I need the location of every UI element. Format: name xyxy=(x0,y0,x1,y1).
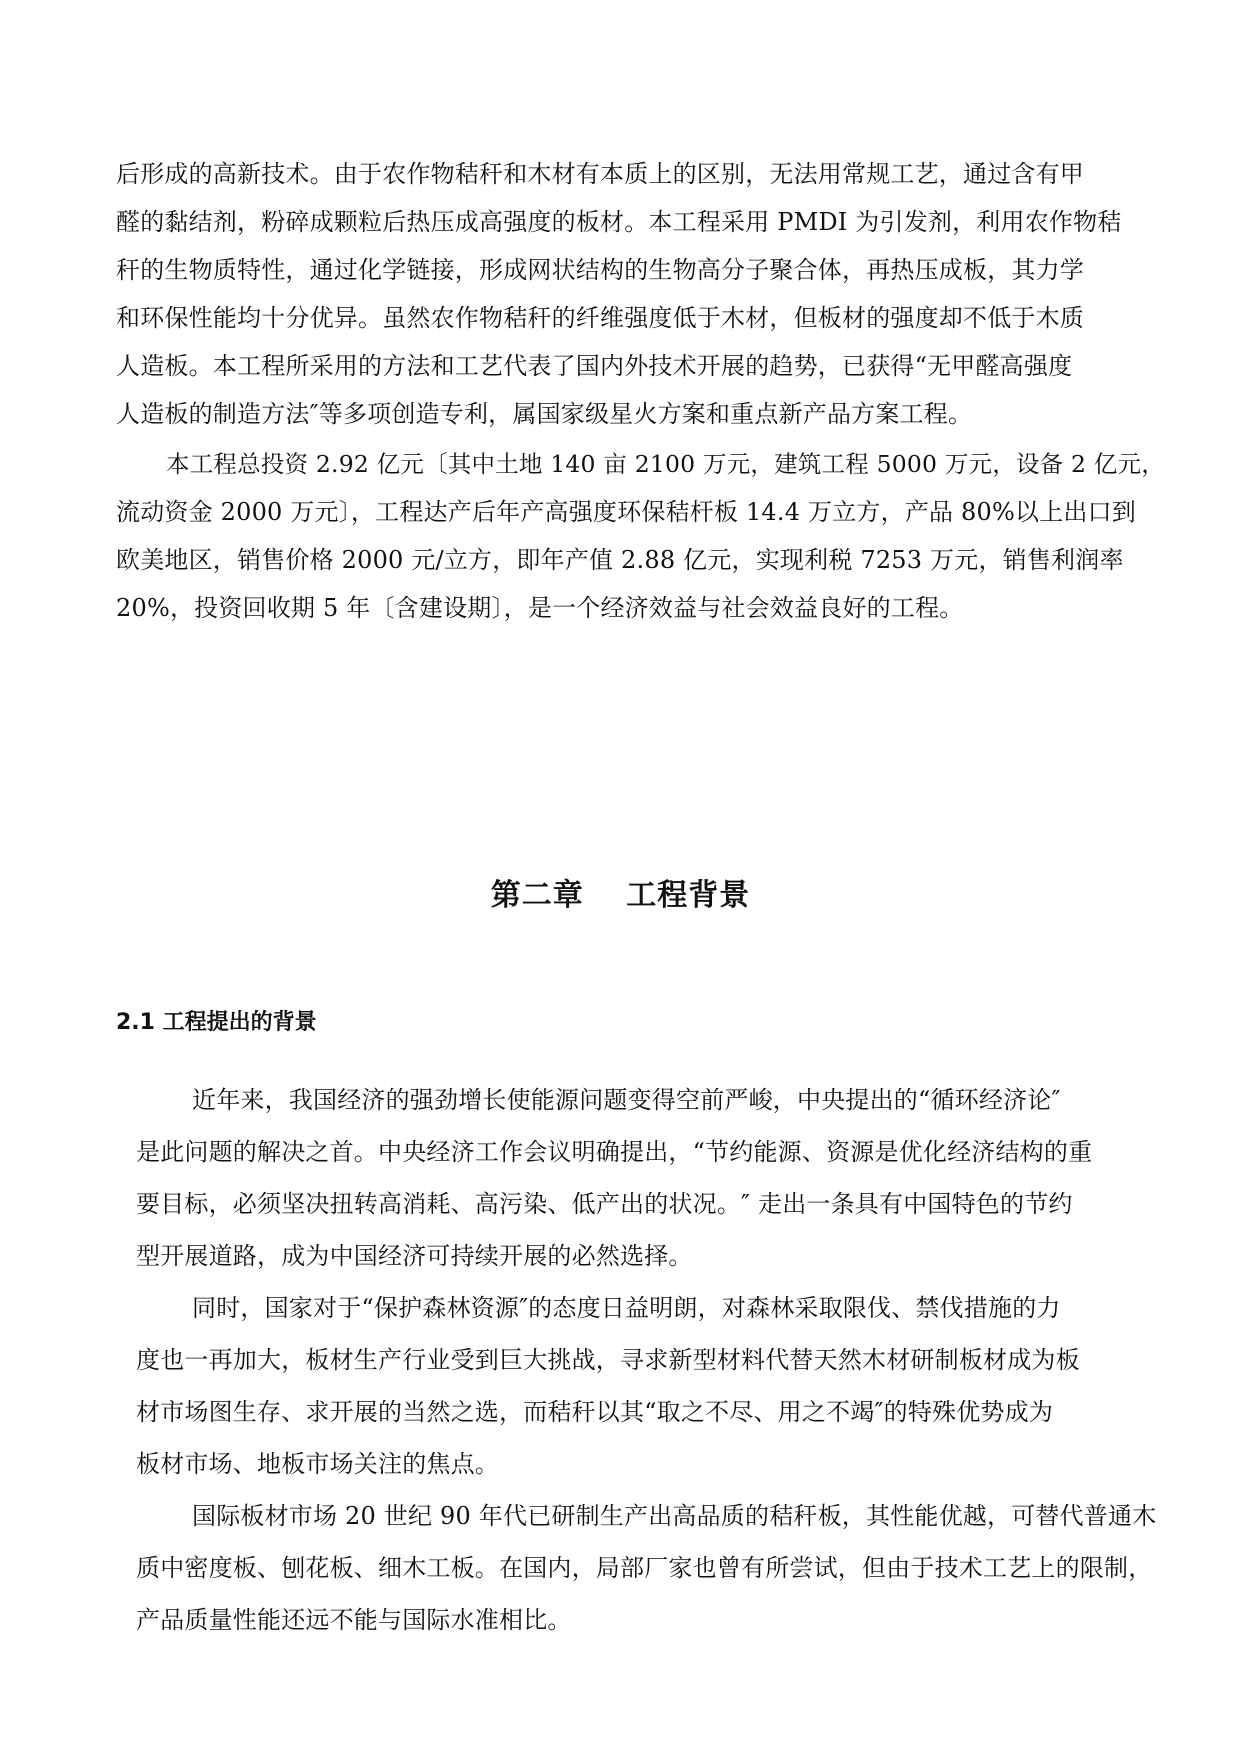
text-line: 欧美地区，销售价格 2000 元/立方，即年产值 2.88 亿元，实现利税 7253 万元，销售利润率 xyxy=(116,546,1124,574)
chapter-title: 第二章 工程背景 xyxy=(490,878,751,913)
text-line: 要目标，必须坚决扭转高消耗、高污染、低产出的状况。″ 走出一条具有中国特色的节约 xyxy=(136,1190,1073,1218)
text-line: 20%，投资回收期 5 年〔含建设期〕，是一个经济效益与社会效益良好的工程。 xyxy=(116,594,964,622)
text-line: 度也一再加大，板材生产行业受到巨大挑战，寻求新型材料代替天然木材研制板材成为板 xyxy=(136,1346,1080,1374)
section-heading: 2.1 工程提出的背景 xyxy=(116,1010,317,1035)
text-line: 人造板。本工程所采用的方法和工艺代表了国内外技术开展的趋势，已获得“无甲醛高强度 xyxy=(116,352,1073,380)
text-line: 近年来，我国经济的强劲增长使能源问题变得空前严峻，中央提出的“循环经济论″ xyxy=(192,1086,1061,1114)
text-line: 醛的黏结剂，粉碎成颗粒后热压成高强度的板材。本工程采用 PMDI 为引发剂，利用农作物秸 xyxy=(116,208,1122,236)
text-line: 型开展道路，成为中国经济可持续开展的必然选择。 xyxy=(136,1242,693,1270)
text-line: 是此问题的解决之首。中央经济工作会议明确提出，“节约能源、资源是优化经济结构的重 xyxy=(136,1138,1093,1166)
text-line: 本工程总投资 2.92 亿元〔其中土地 140 亩 2100 万元，建筑工程 5000 万元，设备 2 亿元， xyxy=(166,450,1165,478)
text-line: 后形成的高新技术。由于农作物秸秆和木材有本质上的区别，无法用常规工艺，通过含有甲 xyxy=(116,160,1084,188)
text-line: 产品质量性能还远不能与国际水准相比。 xyxy=(136,1606,572,1634)
text-line: 和环保性能均十分优异。虽然农作物秸秆的纤维强度低于木材，但板材的强度却不低于木质 xyxy=(116,304,1084,332)
text-line: 人造板的制造方法″等多项创造专利，属国家级星火方案和重点新产品方案工程。 xyxy=(116,400,973,428)
text-line: 国际板材市场 20 世纪 90 年代已研制生产出高品质的秸秆板，其性能优越，可替代普通木 xyxy=(192,1502,1157,1530)
text-line: 板材市场、地板市场关注的焦点。 xyxy=(136,1450,499,1478)
text-line: 秆的生物质特性，通过化学链接，形成网状结构的生物高分子聚合体，再热压成板，其力学 xyxy=(116,256,1084,284)
text-line: 流动资金 2000 万元〕，工程达产后年产高强度环保秸杆板 14.4 万立方，产品 80%以上出口到 xyxy=(116,498,1137,526)
text-line: 材市场图生存、求开展的当然之选，而秸秆以其“取之不尽、用之不竭″的特殊优势成为 xyxy=(136,1398,1054,1426)
text-line: 质中密度板、刨花板、细木工板。在国内，局部厂家也曾有所尝试，但由于技术工艺上的限制， xyxy=(136,1554,1153,1582)
text-line: 同时，国家对于“保护森林资源″的态度日益明朗，对森林采取限伐、禁伐措施的力 xyxy=(192,1294,1061,1322)
